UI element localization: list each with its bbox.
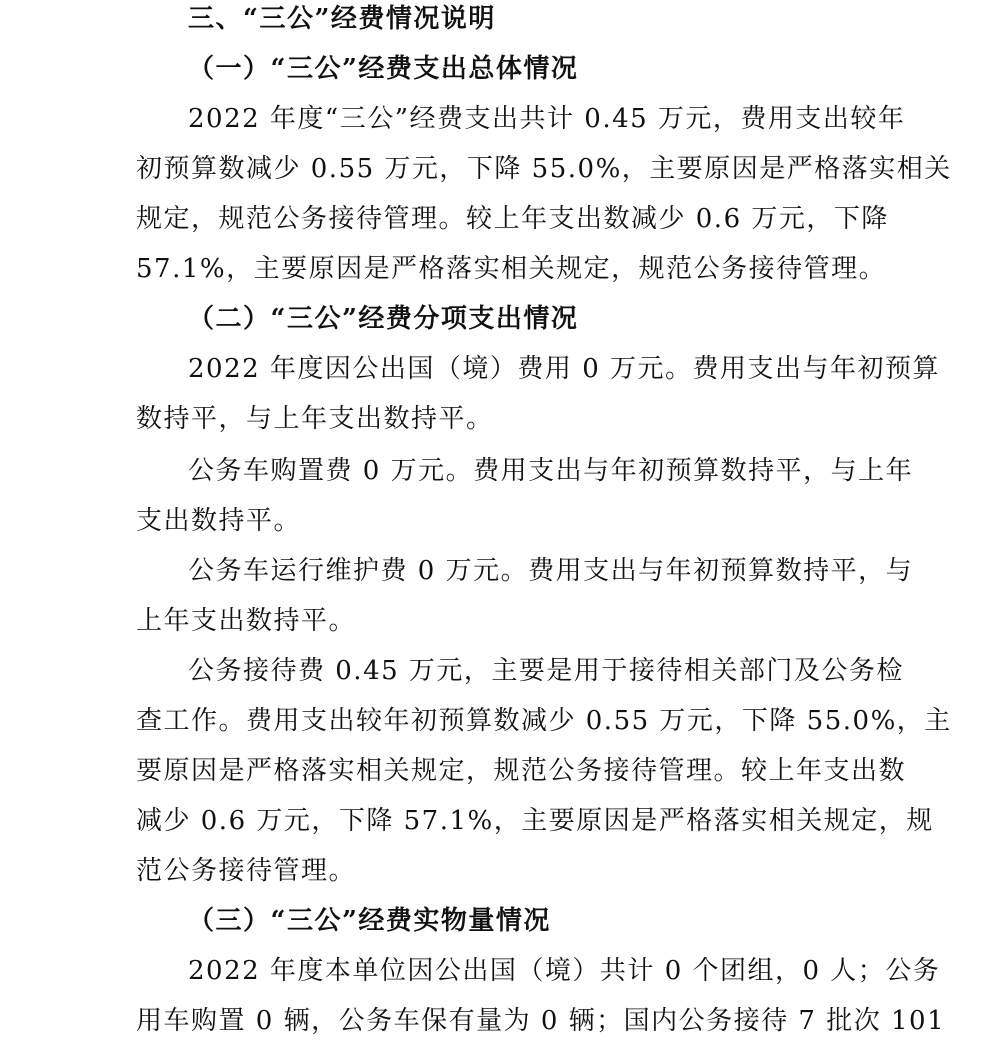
paragraph-line: 初预算数减少 0.55 万元，下降 55.0%，主要原因是严格落实相关 xyxy=(136,154,952,184)
paragraph-line: 上年支出数持平。 xyxy=(136,606,357,636)
paragraph-line: 公务接待费 0.45 万元，主要是用于接待相关部门及公务检 xyxy=(188,656,904,686)
paragraph-line: 减少 0.6 万元，下降 57.1%，主要原因是严格落实相关规定，规 xyxy=(136,806,934,836)
paragraph-line: 2022 年度本单位因公出国（境）共计 0 个团组，0 人；公务 xyxy=(188,956,941,986)
subsection-2-heading: （二）“三公”经费分项支出情况 xyxy=(188,304,579,334)
paragraph-line: 数持平，与上年支出数持平。 xyxy=(136,404,494,434)
paragraph-line: 要原因是严格落实相关规定，规范公务接待管理。较上年支出数 xyxy=(136,756,907,786)
paragraph-line: 用车购置 0 辆，公务车保有量为 0 辆；国内公务接待 7 批次 101 xyxy=(136,1006,946,1036)
paragraph-line: 规定，规范公务接待管理。较上年支出数减少 0.6 万元，下降 xyxy=(136,204,889,234)
subsection-1-heading: （一）“三公”经费支出总体情况 xyxy=(188,54,579,84)
paragraph-line: 公务车购置费 0 万元。费用支出与年初预算数持平，与上年 xyxy=(188,456,914,486)
subsection-3-heading: （三）“三公”经费实物量情况 xyxy=(188,906,551,936)
paragraph-line: 2022 年度“三公”经费支出共计 0.45 万元，费用支出较年 xyxy=(188,104,906,134)
paragraph-line: 范公务接待管理。 xyxy=(136,856,357,886)
paragraph-line: 查工作。费用支出较年初预算数减少 0.55 万元，下降 55.0%，主 xyxy=(136,706,952,736)
paragraph-line: 公务车运行维护费 0 万元。费用支出与年初预算数持平，与 xyxy=(188,556,914,586)
paragraph-line: 支出数持平。 xyxy=(136,506,302,536)
section-title: 三、“三公”经费情况说明 xyxy=(188,4,496,34)
paragraph-line: 2022 年度因公出国（境）费用 0 万元。费用支出与年初预算 xyxy=(188,354,941,384)
paragraph-line: 57.1%，主要原因是严格落实相关规定，规范公务接待管理。 xyxy=(136,254,887,284)
